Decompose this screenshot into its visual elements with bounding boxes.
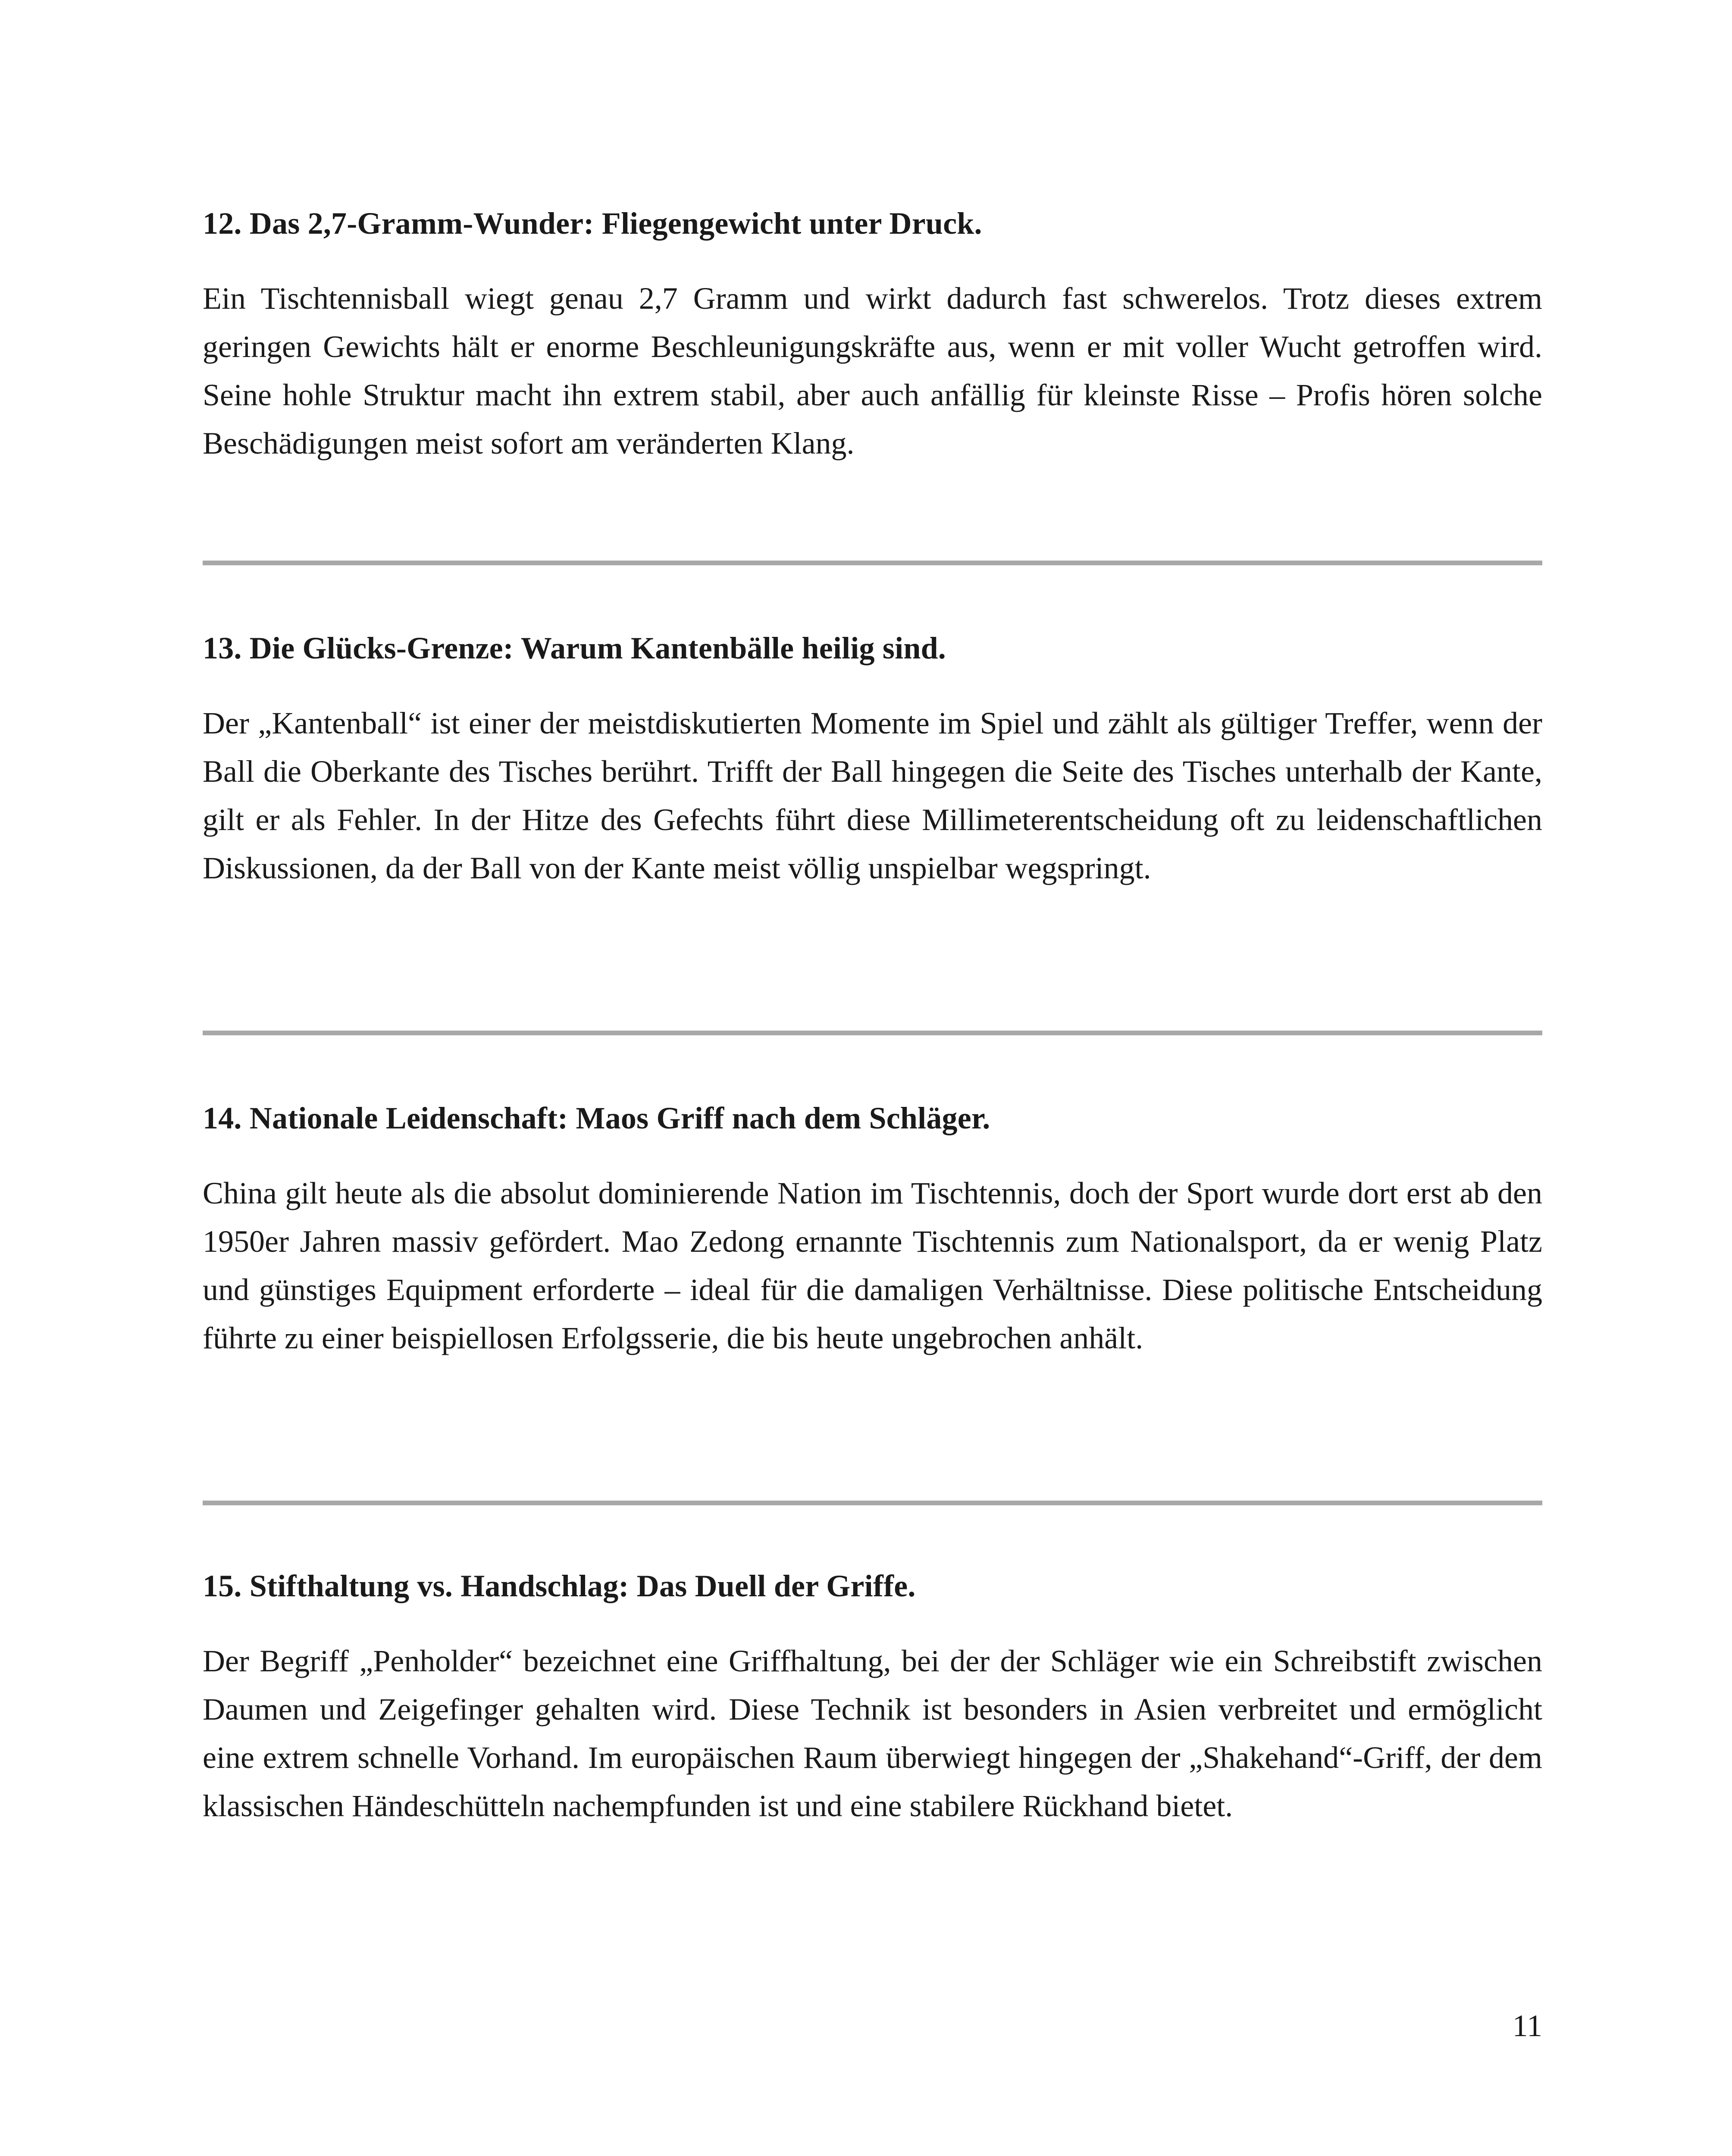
page-number: 11 [1512,2009,1542,2043]
section-body: Ein Tischtennisball wiegt genau 2,7 Gramm und wirkt dadurch fast schwerelos. Trotz dieses extrem geringen Gewichts hält er enorme Beschleunigungskräfte aus, wenn er mit voller Wucht getroffen wird. Seine hohle Struktur macht ihn extrem stabil, aber auch anfällig für kleinste Risse – Profis hören solche Beschädigungen meist sofort am veränderten Klang. [203,281,1542,461]
section-heading: 14. Nationale Leidenschaft: Maos Griff nach dem Schläger. [203,1101,990,1135]
document-page [203,0,1542,2156]
section-divider [203,561,1542,565]
section-12 [203,203,1542,467]
section-body: Der Begriff „Penholder“ bezeichnet eine Griffhaltung, bei der der Schläger wie ein Schreibstift zwischen Daumen und Zeigefinger gehalten wird. Diese Technik ist besonders in Asien verbreitet und ermöglicht eine extrem schnelle Vorhand. Im europäischen Raum überwiegt hingegen der „Shakehand“-Griff, der dem klassischen Händeschütteln nachempfunden ist und eine stabilere Rückhand bietet. [203,1644,1542,1823]
section-divider [203,1501,1542,1505]
section-heading: 13. Die Glücks-Grenze: Warum Kantenbälle heilig sind. [203,631,946,665]
section-divider [203,1031,1542,1035]
section-13 [203,627,1542,892]
section-body: Der „Kantenball“ ist einer der meistdiskutierten Momente im Spiel und zählt als gültiger Treffer, wenn der Ball die Oberkante des Tisches berührt. Trifft der Ball hingegen die Seite des Tisches unterhalb der Kante, gilt er als Fehler. In der Hitze des Gefechts führt diese Millimeterentscheidung oft zu leidenschaftlichen Diskussionen, da der Ball von der Kante meist völlig unspielbar wegspringt. [203,706,1542,885]
section-15 [203,1565,1542,1830]
section-heading: 15. Stifthaltung vs. Handschlag: Das Duell der Griffe. [203,1569,916,1603]
section-heading: 12. Das 2,7-Gramm-Wunder: Fliegengewicht unter Druck. [203,206,982,241]
section-body: China gilt heute als die absolut dominierende Nation im Tischtennis, doch der Sport wurde dort erst ab den 1950er Jahren massiv gefördert. Mao Zedong ernannte Tischtennis zum Nationalsport, da er wenig Platz und günstiges Equipment erforderte – ideal für die damaligen Verhältnisse. Diese politische Entscheidung führte zu einer beispiellosen Erfolgsserie, die bis heute ungebrochen anhält. [203,1176,1542,1355]
section-14 [203,1097,1542,1362]
